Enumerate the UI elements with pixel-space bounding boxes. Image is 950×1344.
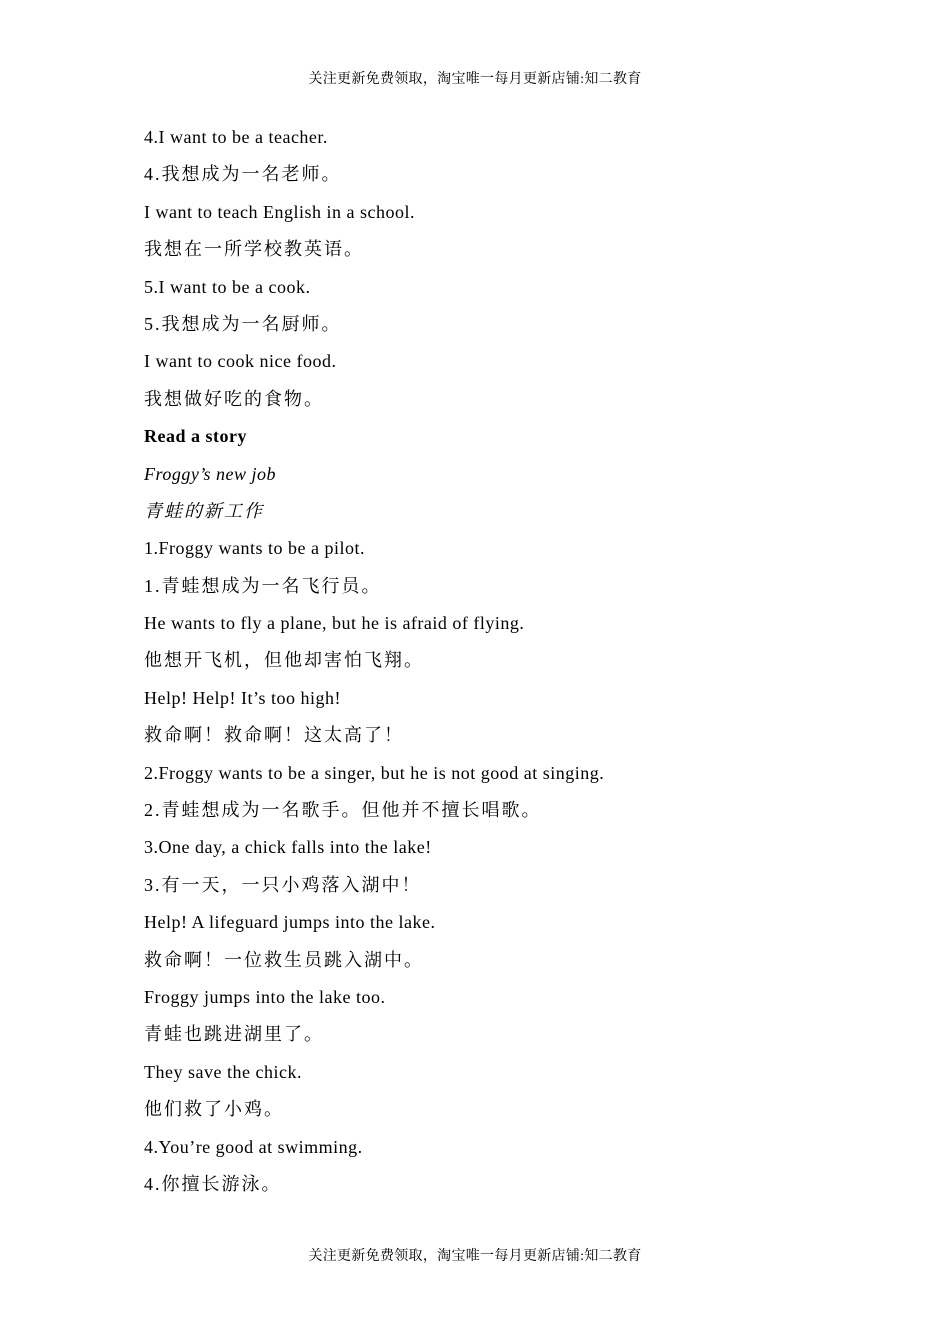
text-line: 我想在一所学校教英语。: [144, 239, 364, 260]
text-line: 青蛙也跳进湖里了。: [144, 1024, 324, 1045]
text-line: 4.你擅长游泳。: [144, 1173, 282, 1194]
text-line: 他们救了小鸡。: [144, 1099, 284, 1120]
text-line: Froggy jumps into the lake too.: [144, 986, 386, 1007]
text-line: He wants to fly a plane, but he is afraid of flying.: [144, 613, 525, 634]
text-line: 3.One day, a chick falls into the lake!: [144, 837, 432, 858]
text-line: I want to cook nice food.: [144, 351, 337, 372]
document-body: [144, 124, 824, 1208]
page-footer: 关注更新免费领取，淘宝唯一每月更新店铺:知二教育: [308, 1249, 642, 1264]
text-line: 4.I want to be a teacher.: [144, 127, 328, 147]
text-line: Help! A lifeguard jumps into the lake.: [144, 912, 436, 933]
story-title-translation: 青蛙的新工作: [144, 500, 264, 521]
text-line: 2.Froggy wants to be a singer, but he is not good at singing.: [144, 762, 605, 783]
text-line: 5.I want to be a cook.: [144, 276, 311, 297]
text-line: 4.You’re good at swimming.: [144, 1136, 363, 1157]
text-line: 2.青蛙想成为一名歌手。但他并不擅长唱歌。: [144, 800, 542, 821]
text-line: 1.青蛙想成为一名飞行员。: [144, 575, 382, 596]
text-line: They save the chick.: [144, 1061, 302, 1082]
section-heading: Read a story: [144, 426, 247, 447]
text-line: 5.我想成为一名厨师。: [144, 313, 342, 334]
text-line: 1.Froggy wants to be a pilot.: [144, 538, 365, 559]
text-line: 他想开飞机，但他却害怕飞翔。: [144, 650, 424, 671]
text-line: I want to teach English in a school.: [144, 201, 415, 222]
text-line: 3.有一天，一只小鸡落入湖中！: [144, 874, 422, 895]
text-line: 我想做好吃的食物。: [144, 388, 324, 409]
text-line: 救命啊！救命啊！这太高了！: [144, 725, 404, 746]
text-line: 救命啊！一位救生员跳入湖中。: [144, 949, 424, 970]
story-title: Froggy’s new job: [144, 463, 276, 484]
text-line: Help! Help! It’s too high!: [144, 687, 341, 708]
text-line: 4.我想成为一名老师。: [144, 164, 342, 185]
page-header: 关注更新免费领取，淘宝唯一每月更新店铺:知二教育: [308, 72, 642, 87]
